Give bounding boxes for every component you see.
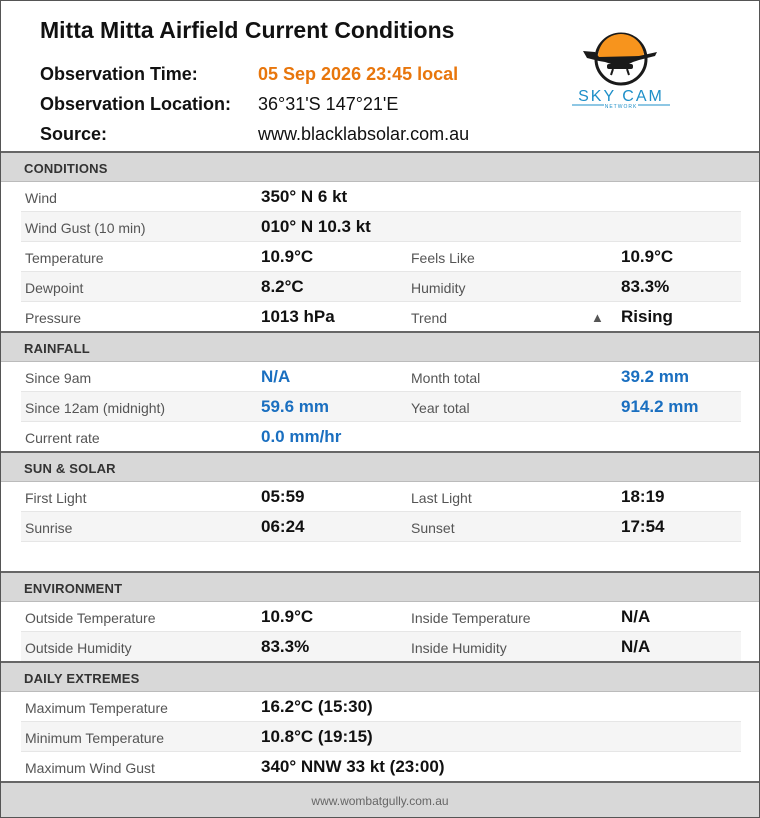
max-temperature-row — [21, 692, 741, 722]
month-total-label: Month total — [411, 370, 481, 386]
sunset-label: Sunset — [411, 520, 455, 536]
sun-section-spacer — [1, 542, 759, 573]
pressure-row — [21, 302, 741, 331]
sunrise-label: Sunrise — [25, 520, 73, 536]
max-wind-gust-value: 340° NNW 33 kt (23:00) — [261, 757, 445, 776]
footer-link[interactable]: www.wombatgully.com.au — [311, 794, 449, 808]
humidity-label: Humidity — [411, 280, 466, 296]
feels-like-label: Feels Like — [411, 250, 475, 266]
inside-temperature-value: N/A — [621, 607, 651, 626]
current-rate-value: 0.0 mm/hr — [261, 427, 342, 446]
last-light-value: 18:19 — [621, 487, 665, 506]
min-temperature-label: Minimum Temperature — [25, 730, 165, 746]
plane-sun-logo-icon — [583, 34, 657, 84]
source-link[interactable]: www.blacklabsolar.com.au — [258, 124, 470, 144]
outside-humidity-label: Outside Humidity — [25, 640, 132, 656]
sunrise-row — [21, 512, 741, 542]
since-midnight-value: 59.6 mm — [261, 397, 330, 416]
sunset-value: 17:54 — [621, 517, 665, 536]
outside-temperature-row — [21, 602, 741, 632]
section-daily-extremes-heading: DAILY EXTREMES — [1, 661, 759, 692]
since-9am-label: Since 9am — [25, 370, 92, 386]
wind-row — [21, 182, 741, 212]
page-title: Mitta Mitta Airfield Current Conditions — [40, 17, 455, 43]
source-label: Source: — [40, 124, 108, 144]
first-light-row — [21, 482, 741, 512]
outside-humidity-value: 83.3% — [261, 637, 310, 656]
dewpoint-label: Dewpoint — [25, 280, 84, 296]
trend-value: Rising — [621, 307, 673, 326]
trend-up-arrow-icon: ▲ — [591, 310, 604, 325]
outside-humidity-row — [21, 632, 741, 661]
wind-value: 350° N 6 kt — [261, 187, 348, 206]
year-total-value: 914.2 mm — [621, 397, 699, 416]
since-midnight-label: Since 12am (midnight) — [25, 400, 166, 416]
header — [1, 1, 759, 153]
section-environment-heading: ENVIRONMENT — [1, 573, 759, 602]
inside-temperature-label: Inside Temperature — [411, 610, 531, 626]
sunrise-value: 06:24 — [261, 517, 305, 536]
feels-like-value: 10.9°C — [621, 247, 674, 266]
logo-text: SKY CAM — [578, 88, 664, 105]
trend-label: Trend — [411, 310, 448, 326]
wind-gust-label: Wind Gust (10 min) — [25, 220, 146, 236]
since-midnight-row — [21, 392, 741, 422]
temperature-row — [21, 242, 741, 272]
section-rainfall-heading: RAINFALL — [1, 331, 759, 362]
since-9am-row — [21, 362, 741, 392]
observation-time-value: 05 Sep 2026 23:45 local — [258, 64, 459, 84]
observation-location-label: Observation Location: — [40, 94, 232, 114]
pressure-value: 1013 hPa — [261, 307, 335, 326]
section-conditions-heading: CONDITIONS — [1, 153, 759, 182]
last-light-label: Last Light — [411, 490, 472, 506]
dewpoint-row — [21, 272, 741, 302]
inside-humidity-label: Inside Humidity — [411, 640, 507, 656]
outside-temperature-label: Outside Temperature — [25, 610, 156, 626]
temperature-value: 10.9°C — [261, 247, 314, 266]
observation-time-label: Observation Time: — [40, 64, 198, 84]
wind-label: Wind — [25, 190, 57, 206]
observation-location-value: 36°31'S 147°21'E — [258, 94, 399, 114]
temperature-label: Temperature — [25, 250, 104, 266]
dewpoint-value: 8.2°C — [261, 277, 304, 296]
current-rate-label: Current rate — [25, 430, 100, 446]
month-total-value: 39.2 mm — [621, 367, 690, 386]
min-temperature-row — [21, 722, 741, 752]
max-temperature-value: 16.2°C (15:30) — [261, 697, 373, 716]
max-temperature-label: Maximum Temperature — [25, 700, 168, 716]
wind-gust-row — [21, 212, 741, 242]
first-light-label: First Light — [25, 490, 87, 506]
max-wind-gust-label: Maximum Wind Gust — [25, 760, 155, 776]
first-light-value: 05:59 — [261, 487, 305, 506]
sky-cam-network-logo — [569, 29, 673, 109]
humidity-value: 83.3% — [621, 277, 670, 296]
min-temperature-value: 10.8°C (19:15) — [261, 727, 373, 746]
section-sun-solar-heading: SUN & SOLAR — [1, 451, 759, 482]
max-wind-gust-row — [21, 752, 741, 781]
since-9am-value: N/A — [261, 367, 291, 386]
inside-humidity-value: N/A — [621, 637, 651, 656]
wind-gust-value: 010° N 10.3 kt — [261, 217, 371, 236]
logo-subtext: NETWORK — [604, 104, 638, 109]
footer — [1, 781, 759, 817]
pressure-label: Pressure — [25, 310, 82, 326]
outside-temperature-value: 10.9°C — [261, 607, 314, 626]
year-total-label: Year total — [411, 400, 470, 416]
current-rate-row — [21, 422, 741, 451]
